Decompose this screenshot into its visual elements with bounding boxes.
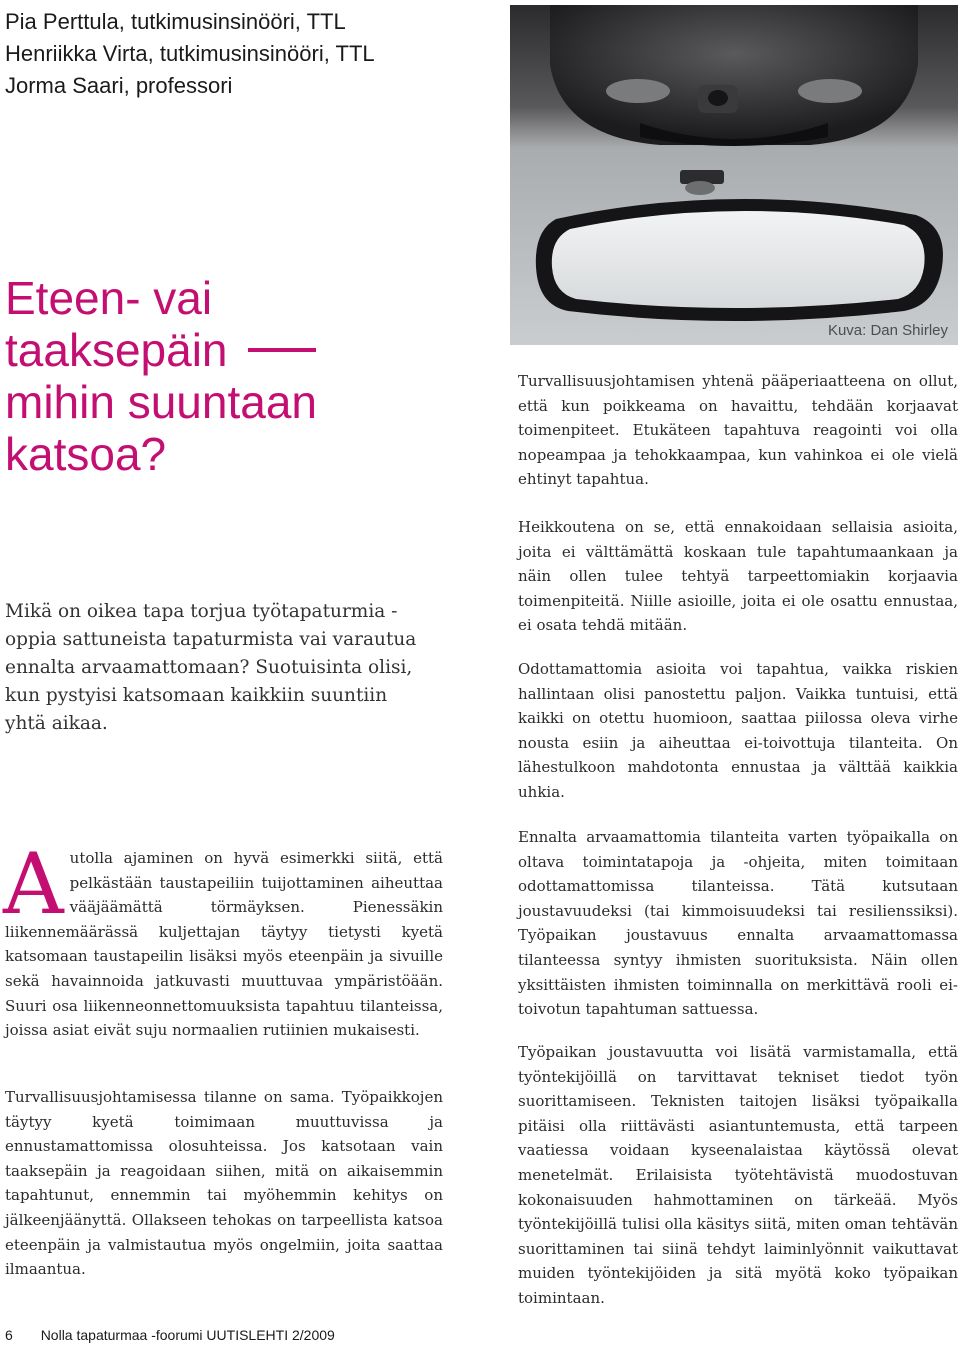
article-ingress: Mikä on oikea tapa torjua työtapaturmia - oppia sattuneista tapaturmista vai varautua ennalta arvaamattomaan? Suotuisinta olisi, kun pystyisi katsomaan kaikkiin suuntiin yhtä aikaa. [5,601,417,734]
author-list [5,6,475,102]
photo-credit: Kuva: Dan Shirley [827,322,948,339]
body-paragraph [3,835,443,1043]
page-footer [5,1327,335,1343]
body-column-right [518,515,958,638]
body-column-right [518,825,958,1022]
body-paragraph: Turvallisuusjohtamisessa tilanne on sama. Työpaikkojen täytyy kyetä toimimaan muuttuvissa ja ennustamattomissa olosuhteissa. Jos katsotaan vain taaksepäin ja reagoidaan siihen, mitä on aikaisemmin tapahtunut, ennemmin tai myöhemmin kehitys on jälkeenjäänyttä. Ollakseen tehokas on tarpeellista katsoa eteenpäin ja valmistautua myös ongelmiin, joita saattaa ilmaantua. [5,1088,443,1279]
body-paragraph: Heikkoutena on se, että ennakoidaan sellaisia asioita, joita ei välttämättä koskaan tule tapahtumaankaan ja näin ollen tulee tehtyä tarpeettomiakin korjaavia toimenpiteitä. Niille asioille, joita ei ole osattu ennustaa, ei osata tehdä mitään. [518,518,958,635]
body-paragraph: Turvallisuusjohtamisen yhtenä pääperiaatteena on ollut, että kun poikkeama on havaittu, tehdään korjaavat toimenpiteet. Etukäteen tapahtuva reagointi voi olla nopeampaa ja tehokkaampaa, kun vahinkoa ei ole vielä ehtinyt tapahtua. [518,372,958,489]
body-column-right [518,1040,958,1311]
page-number: 6 [5,1327,13,1343]
headline-line: katsoa? [5,428,167,480]
headline-text: taaksepäin [5,324,228,376]
body-paragraph: Ennalta arvaamattomia tilanteita varten työpaikalla on oltava toimintatapoja ja -ohjeita, miten toimitaan odottamattomissa tilanteissa. Tätä kutsutaan joustavuudeksi (tai kimmoisuudeksi tai resilienssiksi). Työpaikan joustavuus ennalta arvaamattomassa tilanteessa syntyy ihmisten suorituksista. Näin ollen yksittäisten ihmisten toiminnalla on merkittävä rooli ei-toivotun tapahtuman sattuessa. [518,828,958,1019]
author-line: Henriikka Virta, tutkimusinsinööri, TTL [5,41,375,66]
author-line: Pia Perttula, tutkimusinsinööri, TTL [5,9,346,34]
article-headline [5,272,445,480]
headline-line: mihin suuntaan [5,376,317,428]
body-column-right [518,657,958,805]
body-paragraph: Työpaikan joustavuutta voi lisätä varmistamalla, että työntekijöillä on tarvittavat tekniset tiedot työn suorittamiseen. Teknisten taitojen lisäksi työpaikalla pitäisi olla riittävästi asiantuntemusta, että tarpeen vaatiessa voidaan kyseenalaistaa käytössä olevat menetelmät. Erilaisista työtehtävistä muodostuvan kokonaisuuden hahmottaminen on tärkeää. Myös työntekijöillä tulisi olla käsitys siitä, miten oman tehtävän suorittaminen tai siinä tehdyt laiminlyönnit vaikuttavat muiden työntekijöiden ja sitä myötä koko työpaikan toimintaan. [518,1043,958,1307]
paragraph-text: utolla ajaminen on hyvä esimerkki siitä, että pelkästään taustapeiliin tuijottaminen aiheuttaa vääjäämättä törmäyksen. Pienessäkin liikennemäärässä kuljettajan täytyy tietysti kyetä katsomaan taustapeilin lisäksi myös eteenpäin ja sivuille sekä havainnoida jatkuvasti muuttuvaa ympäristöään. Suuri osa liikenneonnettomuuksista tapahtuu tilanteissa, joissa asiat eivät suju normaalien rutiinien mukaisesti. [5,849,443,1040]
body-column-right [518,369,958,492]
drop-cap: A [3,835,64,933]
body-column-left [5,1085,443,1282]
headline-line: Eteen- vai [5,272,213,324]
publication-name: Nolla tapaturmaa -foorumi UUTISLEHTI 2/2009 [40,1327,335,1343]
author-line: Jorma Saari, professori [5,73,233,98]
body-column-left [3,835,443,1043]
headline-dash [248,348,316,352]
headline-line [5,324,445,376]
body-paragraph: Odottamattomia asioita voi tapahtua, vaikka riskien hallintaan olisi panostettu paljon. Vaikka tuntuisi, että kaikki on otettu huomioon, saattaa piilossa oleva virhe nousta esiin ja aiheuttaa ei-toivottuja tilanteita. On lähestulkoon mahdotonta ennustaa ja välttää kaikkia uhkia. [518,660,958,801]
rear-view-mirror-photo [510,5,958,345]
rear-view-mirror-illustration [510,5,958,345]
